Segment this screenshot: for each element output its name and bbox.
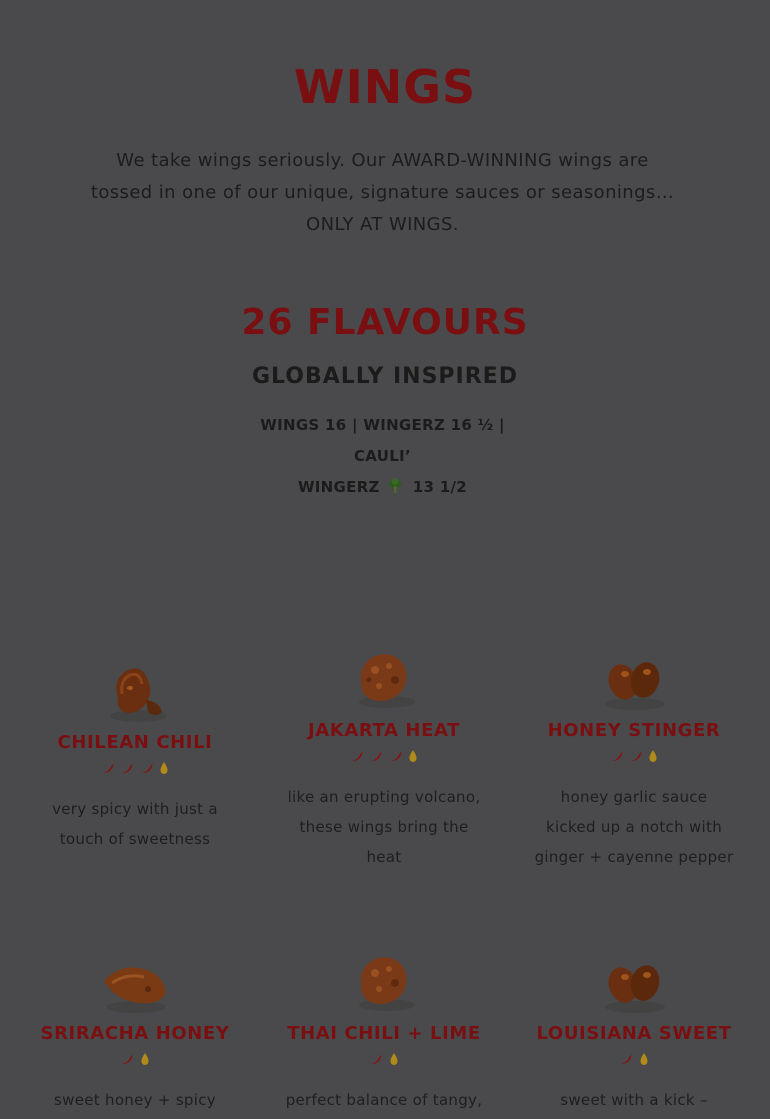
menu-item-name: CHILEAN CHILI (57, 732, 213, 753)
honey-drop-icon (389, 1052, 399, 1066)
honey-drop-icon (648, 749, 658, 763)
heat-rating (534, 1047, 734, 1069)
heat-rating (284, 744, 484, 766)
menu-item-name: JAKARTA HEAT (307, 720, 460, 741)
chili-pepper-icon (101, 761, 115, 775)
menu-item-description: honey garlic sauce kicked up a notch with ginger + cayenne pepper (534, 788, 734, 866)
menu-item-name: THAI CHILI + LIME (287, 1023, 481, 1044)
wing-image (339, 638, 429, 718)
heat-rating (35, 1047, 235, 1069)
chili-pepper-icon (120, 1052, 134, 1066)
menu-item-name: HONEY STINGER (547, 720, 721, 741)
menu-card-louisiana-sweet[interactable] (534, 941, 734, 1115)
menu-item-description: sweet with a kick – (560, 1091, 708, 1109)
pricing-line-1: WINGS 16 | WINGERZ 16 ½ | CAULI’ (260, 416, 505, 465)
chili-pepper-icon (369, 1052, 383, 1066)
honey-drop-icon (140, 1052, 150, 1066)
menu-item-description: sweet honey + spicy (54, 1091, 216, 1109)
menu-card-sriracha-honey[interactable] (35, 941, 235, 1115)
honey-drop-icon (639, 1052, 649, 1066)
flavours-heading: 26 FLAVOURS (241, 302, 529, 343)
intro-text: We take wings seriously. Our AWARD-WINNING wings are tossed in one of our unique, signature sauces or seasonings…ONLY AT WINGS. (90, 150, 675, 235)
broccoli-icon (387, 478, 403, 494)
pricing-info (235, 410, 530, 503)
wing-image (90, 941, 180, 1021)
chili-pepper-icon (120, 761, 134, 775)
honey-drop-icon (159, 761, 169, 775)
honey-drop-icon (408, 749, 418, 763)
page-title: WINGS (293, 60, 477, 114)
menu-item-description: perfect balance of tangy, (285, 1091, 483, 1109)
wing-image (589, 638, 679, 718)
chili-pepper-icon (629, 749, 643, 763)
menu-item-description: very spicy with just a touch of sweetness (52, 800, 218, 848)
heat-rating (284, 1047, 484, 1069)
chili-pepper-icon (369, 749, 383, 763)
heat-rating (534, 744, 734, 766)
menu-card-chilean-chili[interactable] (35, 650, 235, 854)
wing-image (339, 941, 429, 1021)
menu-item-name: SRIRACHA HONEY (40, 1023, 230, 1044)
chili-pepper-icon (140, 761, 154, 775)
menu-card-jakarta-heat[interactable] (284, 638, 484, 872)
wing-image (589, 941, 679, 1021)
chili-pepper-icon (350, 749, 364, 763)
chili-pepper-icon (610, 749, 624, 763)
wing-image (90, 650, 180, 730)
flavours-subheading: GLOBALLY INSPIRED (252, 364, 518, 389)
menu-card-thai-chili-lime[interactable] (284, 941, 484, 1115)
pricing-line-2a: WINGERZ (297, 478, 380, 496)
menu-item-description: like an erupting volcano, these wings bring the heat (287, 788, 481, 866)
chili-pepper-icon (619, 1052, 633, 1066)
heat-rating (35, 756, 235, 778)
pricing-line-2b: 13 1/2 (412, 478, 468, 496)
menu-card-honey-stinger[interactable] (534, 638, 734, 872)
menu-item-name: LOUISIANA SWEET (536, 1023, 732, 1044)
chili-pepper-icon (389, 749, 403, 763)
